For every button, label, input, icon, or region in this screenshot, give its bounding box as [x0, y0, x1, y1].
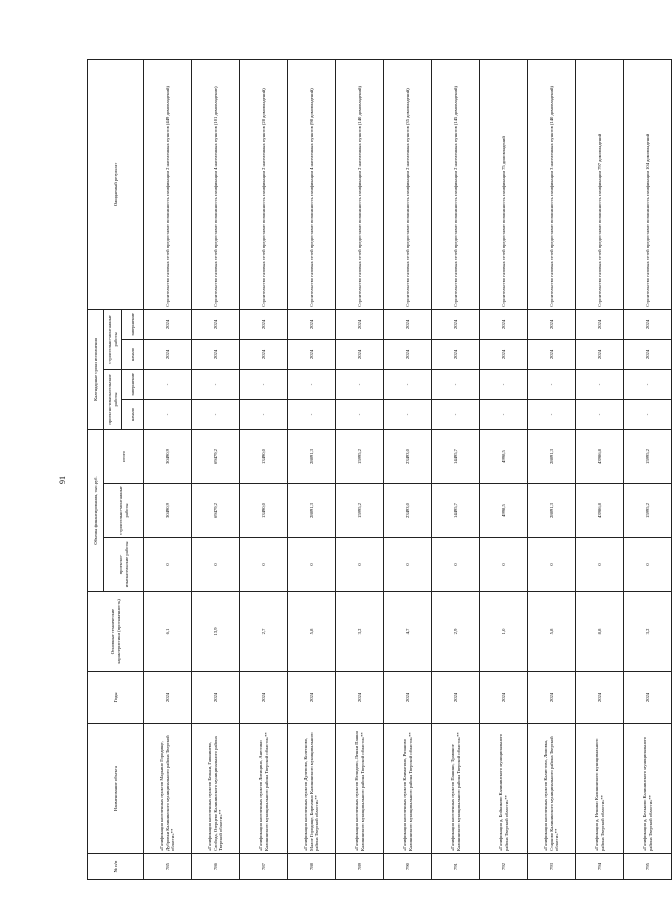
- total-cost-cell: 4998,5: [480, 429, 528, 483]
- header-smr-schedule: строительно-монтажные работы: [104, 309, 122, 369]
- row-num: 795: [624, 854, 672, 880]
- table-row: [192, 59, 240, 879]
- result-cell: Строительство газовых сетей предоставит возможность газификации 2 населенных пунктов (145 домовладений): [432, 59, 480, 309]
- object-name: «Газификация населенных пунктов Бельки, Гавшинево, Слобода, Озерцево Калининского муниципального района Тверской области»**: [192, 724, 240, 854]
- header-pir-end: завершение: [122, 369, 144, 399]
- construction-cost-cell: 23493,0: [384, 484, 432, 538]
- row-num: 786: [192, 854, 240, 880]
- result-cell: Строительство газовых сетей предоставит возможность газификации 2 населенных пунктов (35 домовладений): [384, 59, 432, 309]
- smr-end-cell: 2024: [384, 309, 432, 339]
- year-cell: 2024: [528, 672, 576, 724]
- construction-cost-cell: 30490,9: [144, 484, 192, 538]
- design-cost-cell: 0: [480, 538, 528, 592]
- construction-cost-cell: 15995,2: [624, 484, 672, 538]
- table-row: [288, 59, 336, 879]
- construction-cost-cell: 43986,8: [576, 484, 624, 538]
- smr-start-cell: 2024: [576, 339, 624, 369]
- row-num: 788: [288, 854, 336, 880]
- header-result: Ожидаемый результат: [88, 59, 144, 309]
- table-row: [336, 59, 384, 879]
- row-num: 785: [144, 854, 192, 880]
- header-smr-start: начало: [122, 339, 144, 369]
- pir-end-cell: -: [384, 369, 432, 399]
- header-smr-end: завершение: [122, 309, 144, 339]
- design-cost-cell: 0: [528, 538, 576, 592]
- construction-cost-cell: 28891,3: [288, 484, 336, 538]
- header-capacity: Основные технические характеристики (протяженность): [88, 592, 144, 672]
- pir-end-cell: -: [288, 369, 336, 399]
- smr-end-cell: 2024: [480, 309, 528, 339]
- construction-cost-cell: 15995,2: [336, 484, 384, 538]
- result-cell: Строительство газовых сетей предоставит возможность газификации 2 населенных пунктов (28 домовладений): [240, 59, 288, 309]
- result-cell: Строительство газовых сетей предоставит возможность газификации 4 населенных пунктов (98 домовладений): [288, 59, 336, 309]
- smr-start-cell: 2024: [192, 339, 240, 369]
- total-cost-cell: 14495,7: [432, 429, 480, 483]
- result-cell: Строительство газовых сетей предоставит возможность газификации 3 населенных пунктов (140 домовладений): [528, 59, 576, 309]
- smr-start-cell: 2024: [432, 339, 480, 369]
- year-cell: 2024: [192, 672, 240, 724]
- total-cost-cell: 13490,0: [240, 429, 288, 483]
- object-name: «Газификация населенных пунктов Нелидово, Лешки Пашня Калининского муниципального района Тверской области»**: [336, 724, 384, 854]
- pir-start-cell: -: [624, 399, 672, 429]
- total-cost-cell: 23493,0: [384, 429, 432, 483]
- rotated-table-container: [87, 60, 653, 880]
- construction-cost-cell: 28891,3: [528, 484, 576, 538]
- header-construction-cost: строительно-монтажные работы: [104, 484, 144, 538]
- table-row: [576, 59, 624, 879]
- table-row: [240, 59, 288, 879]
- smr-end-cell: 2024: [624, 309, 672, 339]
- length-cell: 3,2: [624, 592, 672, 672]
- result-cell: Строительство газовых сетей предоставит возможность газификации 75 домовладений: [480, 59, 528, 309]
- pir-end-cell: -: [576, 369, 624, 399]
- construction-cost-cell: 69479,2: [192, 484, 240, 538]
- length-cell: 3,2: [336, 592, 384, 672]
- year-cell: 2024: [624, 672, 672, 724]
- construction-cost-cell: 4998,5: [480, 484, 528, 538]
- smr-end-cell: 2024: [240, 309, 288, 339]
- pir-start-cell: -: [192, 399, 240, 429]
- construction-cost-cell: 13490,0: [240, 484, 288, 538]
- length-cell: 5,8: [528, 592, 576, 672]
- smr-start-cell: 2024: [384, 339, 432, 369]
- header-name: Наименование объекта: [88, 724, 144, 854]
- smr-start-cell: 2024: [336, 339, 384, 369]
- smr-start-cell: 2024: [480, 339, 528, 369]
- total-cost-cell: 30490,9: [144, 429, 192, 483]
- pir-end-cell: -: [528, 369, 576, 399]
- year-cell: 2024: [480, 672, 528, 724]
- object-name: «Газификация населенных пунктов Климатино, Рязаново Калининского муниципального района Тверской области»**: [384, 724, 432, 854]
- object-name: «Газификация населенных пунктов Дулепово, Колесново, Малое Городище, Бирюлино Калининского муниципального района Тверской области»**: [288, 724, 336, 854]
- header-schedule-group: Календарные сроки исполнения: [88, 309, 104, 429]
- gasification-table: [87, 59, 672, 880]
- object-name: «Газификация населенных пунктов Пашино, Травяное Калининского муниципального района Тверской области»**: [432, 724, 480, 854]
- header-num: № п/п: [88, 854, 144, 880]
- table-row: [144, 59, 192, 879]
- smr-end-cell: 2024: [576, 309, 624, 339]
- pir-end-cell: -: [240, 369, 288, 399]
- result-cell: Строительство газовых сетей предоставит возможность газификации 797 домовладений: [576, 59, 624, 309]
- header-pir-schedule: проектно-изыскательские работы: [104, 369, 122, 429]
- smr-start-cell: 2024: [144, 339, 192, 369]
- row-num: 792: [480, 854, 528, 880]
- length-cell: 13,9: [192, 592, 240, 672]
- length-cell: 5,8: [288, 592, 336, 672]
- object-name: «Газификация населенных пунктов Лисицино, Анютино Калининского муниципального района Тверской области»**: [240, 724, 288, 854]
- pir-end-cell: -: [192, 369, 240, 399]
- design-cost-cell: 0: [240, 538, 288, 592]
- pir-end-cell: -: [480, 369, 528, 399]
- design-cost-cell: 0: [576, 538, 624, 592]
- smr-end-cell: 2024: [528, 309, 576, 339]
- pir-end-cell: -: [144, 369, 192, 399]
- pir-start-cell: -: [432, 399, 480, 429]
- construction-cost-cell: 14495,7: [432, 484, 480, 538]
- smr-end-cell: 2024: [144, 309, 192, 339]
- smr-end-cell: 2024: [432, 309, 480, 339]
- smr-end-cell: 2024: [192, 309, 240, 339]
- smr-start-cell: 2024: [288, 339, 336, 369]
- smr-start-cell: 2024: [528, 339, 576, 369]
- row-num: 794: [576, 854, 624, 880]
- header-total: итого: [104, 429, 144, 483]
- total-cost-cell: 69479,2: [192, 429, 240, 483]
- design-cost-cell: 0: [336, 538, 384, 592]
- pir-end-cell: -: [336, 369, 384, 399]
- pir-start-cell: -: [240, 399, 288, 429]
- table-row: [480, 59, 528, 879]
- design-cost-cell: 0: [432, 538, 480, 592]
- table-row: [384, 59, 432, 879]
- smr-start-cell: 2024: [624, 339, 672, 369]
- table-row: [432, 59, 480, 879]
- year-cell: 2024: [288, 672, 336, 724]
- pir-start-cell: -: [288, 399, 336, 429]
- total-cost-cell: 43986,8: [576, 429, 624, 483]
- length-cell: 8,8: [576, 592, 624, 672]
- design-cost-cell: 0: [288, 538, 336, 592]
- table-row: [624, 59, 672, 879]
- object-name: «Газификация населенных пунктов Калистово, Ломовка, Старково Калининского муниципального района Тверской области»**: [528, 724, 576, 854]
- page-number: 91: [58, 476, 67, 484]
- pir-start-cell: -: [576, 399, 624, 429]
- header-years: Годы: [88, 672, 144, 724]
- pir-start-cell: -: [384, 399, 432, 429]
- object-name: «Газификация д. Бойкиково Калининского муниципального района Тверской области»**: [480, 724, 528, 854]
- pir-start-cell: -: [480, 399, 528, 429]
- pir-end-cell: -: [624, 369, 672, 399]
- object-name: «Газификация д. Бельково Калининского муниципального района Тверской области»**: [624, 724, 672, 854]
- smr-end-cell: 2024: [336, 309, 384, 339]
- year-cell: 2024: [432, 672, 480, 724]
- header-pir-start: начало: [122, 399, 144, 429]
- year-cell: 2024: [384, 672, 432, 724]
- result-cell: Строительство газовых сетей предоставит возможность газификации 104 домовладений: [624, 59, 672, 309]
- smr-start-cell: 2024: [240, 339, 288, 369]
- object-name: «Газификация населенных пунктов Марьино Городище, Дубровки Калининского муниципального района Тверской области»**: [144, 724, 192, 854]
- row-num: 787: [240, 854, 288, 880]
- length-cell: 1,0: [480, 592, 528, 672]
- pir-start-cell: -: [336, 399, 384, 429]
- pir-start-cell: -: [528, 399, 576, 429]
- table-row: [528, 59, 576, 879]
- length-cell: 6,1: [144, 592, 192, 672]
- design-cost-cell: 0: [144, 538, 192, 592]
- total-cost-cell: 28891,3: [528, 429, 576, 483]
- header-design-cost: проектно-изыскательские работы: [104, 538, 144, 592]
- year-cell: 2024: [576, 672, 624, 724]
- length-cell: 4,7: [384, 592, 432, 672]
- year-cell: 2024: [336, 672, 384, 724]
- row-num: 790: [384, 854, 432, 880]
- result-cell: Строительство газовых сетей предоставит возможность газификации 4 населенных пунктов (101 домовладение): [192, 59, 240, 309]
- total-cost-cell: 28891,3: [288, 429, 336, 483]
- year-cell: 2024: [144, 672, 192, 724]
- length-cell: 2,9: [432, 592, 480, 672]
- row-num: 791: [432, 854, 480, 880]
- object-name: «Газификация д. Нешино Калининского муниципального района Тверской области»**: [576, 724, 624, 854]
- row-num: 789: [336, 854, 384, 880]
- header-funding-group: Объемы финансирования, тыс.руб.: [88, 429, 104, 591]
- design-cost-cell: 0: [192, 538, 240, 592]
- row-num: 793: [528, 854, 576, 880]
- result-cell: Строительство газовых сетей предоставит возможность газификации 2 населенных пунктов (449 домовладений): [144, 59, 192, 309]
- year-cell: 2024: [240, 672, 288, 724]
- pir-end-cell: -: [432, 369, 480, 399]
- result-cell: Строительство газовых сетей предоставит возможность газификации 2 населенных пунктов (140 домовладений): [336, 59, 384, 309]
- pir-start-cell: -: [144, 399, 192, 429]
- design-cost-cell: 0: [384, 538, 432, 592]
- length-cell: 2,7: [240, 592, 288, 672]
- smr-end-cell: 2024: [288, 309, 336, 339]
- total-cost-cell: 15995,2: [336, 429, 384, 483]
- total-cost-cell: 15995,2: [624, 429, 672, 483]
- table-body: [144, 59, 672, 879]
- design-cost-cell: 0: [624, 538, 672, 592]
